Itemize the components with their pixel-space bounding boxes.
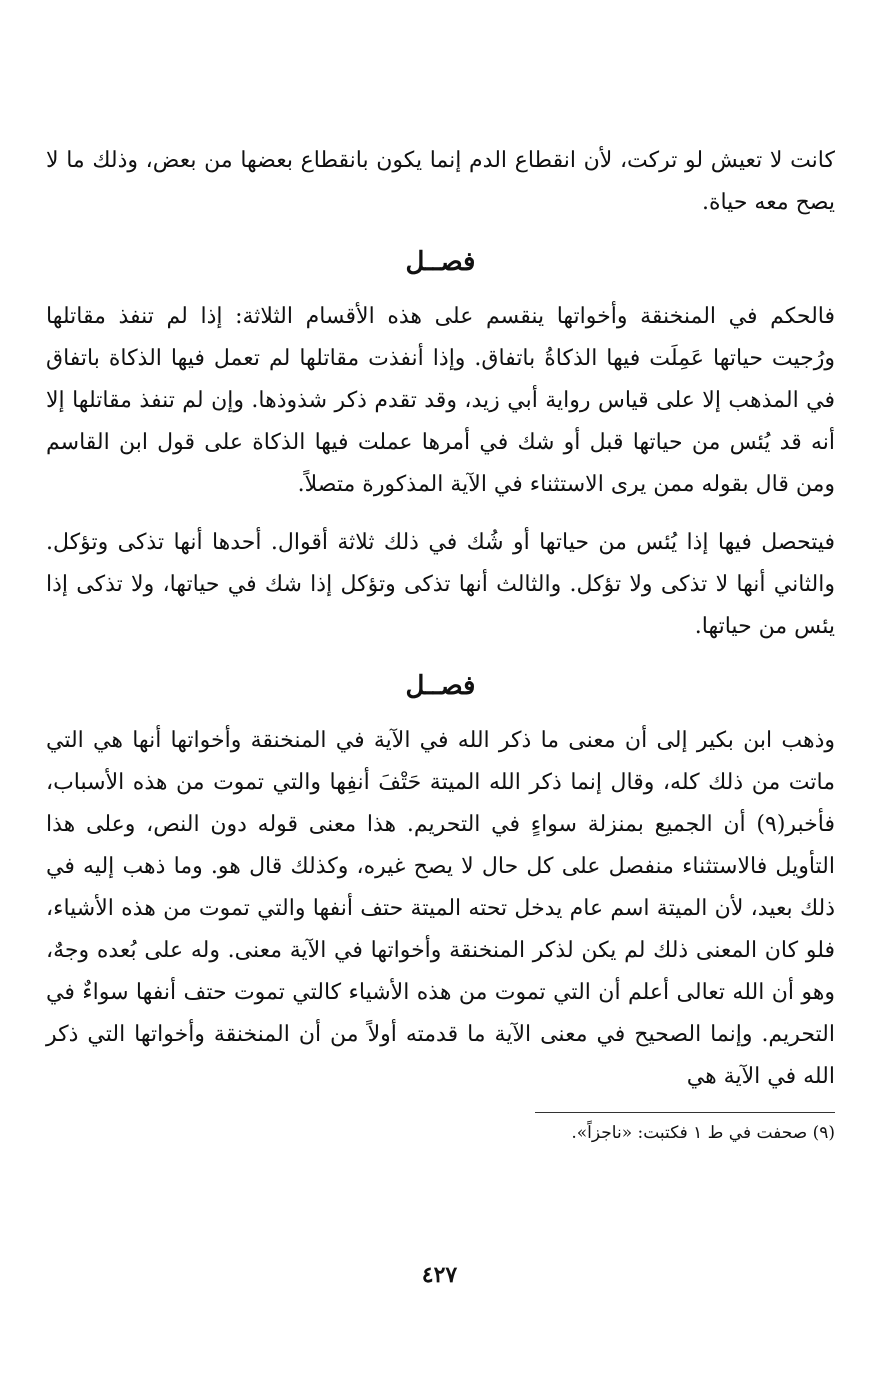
section-heading-2: فصــل: [405, 671, 476, 701]
footnote: (٩) صحفت في ط ١ فكتبت: «ناجزاً».: [571, 1123, 835, 1143]
footnote-separator: [535, 1112, 835, 1113]
page-number: ٤٢٧: [421, 1262, 458, 1288]
paragraph-1: كانت لا تعيش لو تركت، لأن انقطاع الدم إنما يكون بانقطاع بعضها من بعض، وذلك ما لا يصح معه حياة.: [46, 148, 835, 215]
paragraph-2: فالحكم في المنخنقة وأخواتها ينقسم على هذه الأقسام الثلاثة: إذا لم تنفذ مقاتلها ورُجيت حياتها عَمِلَت فيها الذكاةُ باتفاق. وإذا أنفذت مقاتلها لم تعمل فيها الذكاة باتفاق في المذهب إلا على قياس رواية أبي زيد، وقد تقدم ذكر شذوذها. وإن لم تنفذ مقاتلها إلا أنه قد يُئس من حياتها قبل أو شك في أمرها عملت فيها الذكاة على قول ابن القاسم ومن قال بقوله ممن يرى الاستثناء في الآية المذكورة متصلاً.: [46, 304, 835, 497]
paragraph-4: وذهب ابن بكير إلى أن معنى ما ذكر الله في الآية في المنخنقة وأخواتها أنها هي التي ماتت من ذلك كله، وقال إنما ذكر الله الميتة حَتْفَ أنفِها والتي تموت من هذه الأسباب، فأخبر(٩) أن الجميع بمنزلة سواءٍ في التحريم. هذا معنى قوله دون النص، وعلى هذا التأويل فالاستثناء منفصل على كل حال لا يصح غيره، وكذلك قال هو. وما ذهب إليه في ذلك بعيد، لأن الميتة اسم عام يدخل تحته الميتة حتف أنفها والتي تموت من هذه الأشياء، فلو كان المعنى ذلك لم يكن لذكر المنخنقة وأخواتها في الآية معنى. وله على بُعده وجهٌ، وهو أن الله تعالى أعلم أن التي تموت من هذه الأشياء كالتي تموت حتف أنفها سواءٌ في التحريم. وإنما الصحيح في معنى الآية ما قدمته أولاً من أن المنخنقة وأخواتها التي ذكر الله في الآية هي: [46, 728, 835, 1089]
paragraph-3: فيتحصل فيها إذا يُئس من حياتها أو شُك في ذلك ثلاثة أقوال. أحدها أنها تذكى وتؤكل. والثاني أنها لا تذكى ولا تؤكل. والثالث أنها تذكى وتؤكل إذا شك في حياتها، ولا تذكى إذا يئس من حياتها.: [46, 530, 835, 639]
section-heading-1: فصــل: [405, 247, 476, 277]
